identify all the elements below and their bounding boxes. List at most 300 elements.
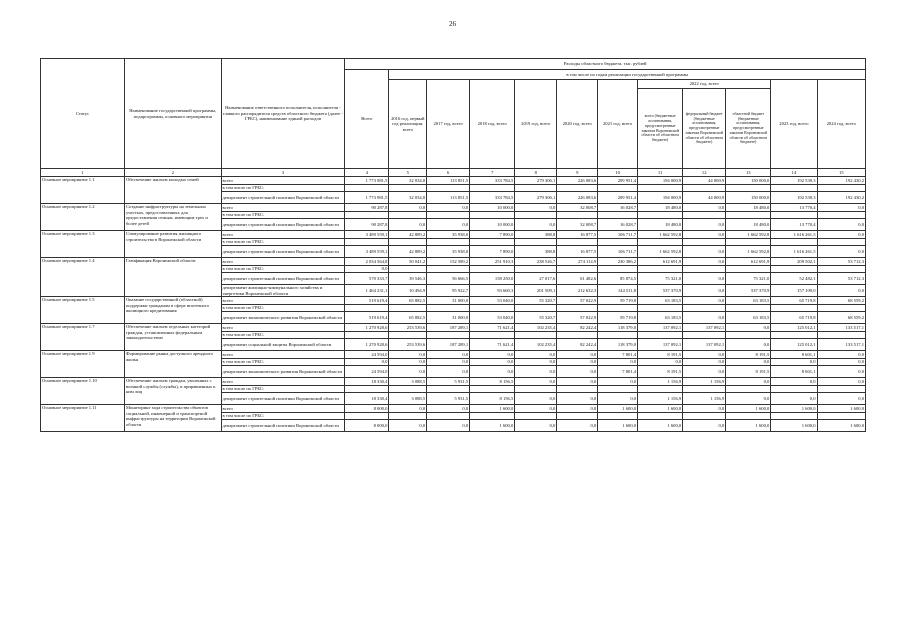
value-cell bbox=[598, 212, 638, 219]
value-cell: 63 183,5 bbox=[638, 312, 683, 324]
value-cell bbox=[771, 332, 817, 339]
value-cell: 0,0 bbox=[470, 366, 515, 378]
value-cell: 0,0 bbox=[683, 285, 726, 297]
value-cell: 1 662 592,8 bbox=[726, 231, 771, 239]
table-row bbox=[41, 204, 866, 212]
row-label-cell: всего bbox=[221, 378, 345, 386]
value-cell: 8 000,0 bbox=[345, 405, 389, 413]
value-cell: 0,0 bbox=[726, 339, 771, 351]
value-cell: 201 509,1 bbox=[515, 285, 557, 297]
header-2018: 2018 год, всего bbox=[470, 80, 515, 169]
row-label-cell: департамент строительной политики Воронежской области bbox=[221, 219, 345, 231]
value-cell: 612 691,9 bbox=[638, 258, 683, 266]
value-cell: 1 600,0 bbox=[726, 405, 771, 413]
page-number: 26 bbox=[449, 20, 456, 28]
value-cell: 75 321,0 bbox=[726, 273, 771, 285]
program-name-cell: Оказание государственной (областной) поддержки гражданам в сфере ипотечного жилищного кредитования bbox=[124, 297, 221, 324]
value-cell: 0,0 bbox=[771, 393, 817, 405]
program-name-cell: Мониторинг хода строительства объектов социальной, инженерной и транспортной инфраструктуры на территории Воронежской области bbox=[124, 405, 221, 432]
value-cell: 1 600,0 bbox=[771, 420, 817, 432]
value-cell bbox=[638, 305, 683, 312]
value-cell: 82 242,4 bbox=[557, 339, 598, 351]
value-cell: 10 000,0 bbox=[470, 204, 515, 212]
value-cell bbox=[427, 239, 470, 246]
column-index: 9 bbox=[557, 169, 598, 177]
value-cell: 8 191,5 bbox=[638, 366, 683, 378]
value-cell bbox=[389, 332, 427, 339]
value-cell bbox=[389, 305, 427, 312]
value-cell: 0,0 bbox=[683, 231, 726, 239]
value-cell bbox=[470, 239, 515, 246]
value-cell: 113 851,5 bbox=[427, 192, 470, 204]
row-label-cell: департамент экономического развития Воронежской области bbox=[221, 366, 345, 378]
value-cell: 53 040,0 bbox=[470, 312, 515, 324]
value-cell bbox=[557, 332, 598, 339]
value-cell: 5 931,5 bbox=[427, 393, 470, 405]
table-row bbox=[41, 378, 866, 386]
value-cell bbox=[726, 413, 771, 420]
value-cell bbox=[638, 413, 683, 420]
value-cell bbox=[817, 212, 866, 219]
value-cell: 133 517,1 bbox=[817, 339, 866, 351]
header-executor: Наименование ответственного исполнителя, исполнителя - главного распорядителя средств областного бюджета (далее - ГРБС), наименование единой расходов bbox=[221, 59, 345, 169]
value-cell bbox=[427, 266, 470, 273]
value-cell: 7 801,4 bbox=[598, 366, 638, 378]
value-cell: 24 594,0 bbox=[345, 351, 389, 359]
value-cell: 0,0 bbox=[557, 351, 598, 359]
value-cell bbox=[345, 185, 389, 192]
value-cell bbox=[726, 332, 771, 339]
column-index: 15 bbox=[817, 169, 866, 177]
row-label-cell: всего bbox=[221, 231, 345, 239]
program-name-cell: Обеспечение жильем граждан, уволенных с военной службы (службы), и приравненных к ним лиц bbox=[124, 378, 221, 405]
value-cell: 8 191,5 bbox=[726, 351, 771, 359]
value-cell: 71 621,4 bbox=[470, 339, 515, 351]
value-cell: 106 711,7 bbox=[598, 231, 638, 239]
value-cell bbox=[389, 266, 427, 273]
value-cell: 16 877,5 bbox=[557, 231, 598, 239]
value-cell: 0,0 bbox=[598, 378, 638, 386]
program-name-cell: Обеспечение жильем молодых семей bbox=[124, 177, 221, 204]
value-cell bbox=[771, 212, 817, 219]
value-cell: 0,0 bbox=[683, 405, 726, 413]
value-cell: 0,0 bbox=[557, 393, 598, 405]
column-index: 13 bbox=[726, 169, 771, 177]
value-cell: 1 270 928,6 bbox=[345, 339, 389, 351]
value-cell: 0,0 bbox=[817, 359, 866, 366]
value-cell: 1 270 928,6 bbox=[345, 324, 389, 332]
row-label-cell: департамент строительной политики Воронежской области bbox=[221, 246, 345, 258]
table-row bbox=[41, 405, 866, 413]
column-index: 7 bbox=[470, 169, 515, 177]
value-cell: 1 662 592,8 bbox=[726, 246, 771, 258]
row-label-cell: департамент социальной защиты Воронежской области bbox=[221, 339, 345, 351]
value-cell bbox=[470, 386, 515, 393]
value-cell bbox=[557, 212, 598, 219]
row-label-cell: в том числе по ГРБС: bbox=[221, 332, 345, 339]
value-cell: 0,0 bbox=[389, 366, 427, 378]
value-cell bbox=[557, 386, 598, 393]
value-cell: 0,0 bbox=[817, 219, 866, 231]
value-cell: 3 489 559,1 bbox=[345, 231, 389, 239]
value-cell: 10 494,9 bbox=[389, 285, 427, 297]
status-cell: Основное мероприятие 1.4 bbox=[41, 258, 125, 297]
table-row bbox=[41, 231, 866, 239]
value-cell bbox=[427, 386, 470, 393]
value-cell: 1 600,0 bbox=[638, 420, 683, 432]
value-cell bbox=[345, 239, 389, 246]
value-cell: 42 889,2 bbox=[389, 231, 427, 239]
value-cell bbox=[598, 185, 638, 192]
header-2020: 2020 год, всего bbox=[557, 80, 598, 169]
value-cell bbox=[515, 266, 557, 273]
header-2021: 2021 год, всего bbox=[598, 80, 638, 169]
value-cell: 0,0 bbox=[817, 378, 866, 386]
value-cell bbox=[345, 386, 389, 393]
value-cell bbox=[598, 332, 638, 339]
table-row bbox=[41, 297, 866, 305]
value-cell: 1 600,0 bbox=[598, 405, 638, 413]
value-cell bbox=[817, 185, 866, 192]
value-cell: 63 183,5 bbox=[726, 297, 771, 305]
value-cell: 1 662 592,8 bbox=[638, 246, 683, 258]
value-cell: 35 938,0 bbox=[427, 246, 470, 258]
value-cell bbox=[683, 185, 726, 192]
value-cell bbox=[389, 413, 427, 420]
value-cell: 1 773 981,5 bbox=[345, 192, 389, 204]
header-2022-federal: федеральный бюджет (бюджетные ассигнования, предусмотренные законом Воронежской области об областном бюджете) bbox=[683, 89, 726, 169]
value-cell: 102 235,4 bbox=[515, 324, 557, 332]
value-cell: 333 784,5 bbox=[470, 177, 515, 185]
program-name-cell: Стимулирование развития жилищного строительства в Воронежской области bbox=[124, 231, 221, 258]
value-cell: 152 589,2 bbox=[427, 258, 470, 266]
value-cell: 0,0 bbox=[515, 359, 557, 366]
value-cell: 56 666,5 bbox=[427, 273, 470, 285]
value-cell: 63 183,5 bbox=[638, 297, 683, 305]
value-cell: 0,0 bbox=[817, 393, 866, 405]
value-cell bbox=[470, 305, 515, 312]
value-cell: 0,0 bbox=[427, 204, 470, 212]
value-cell: 137 092,1 bbox=[683, 339, 726, 351]
value-cell: 0,0 bbox=[557, 359, 598, 366]
program-name-cell: Создание инфраструктуры на земельных участках, предоставленных для предоставления семьям, имеющим трех и более детей bbox=[124, 204, 221, 231]
value-cell: 0,0 bbox=[726, 324, 771, 332]
value-cell: 44 000,9 bbox=[683, 192, 726, 204]
value-cell: 1 600,0 bbox=[726, 420, 771, 432]
value-cell: 1 156,9 bbox=[683, 393, 726, 405]
value-cell: 59 719,8 bbox=[598, 297, 638, 305]
value-cell: 8 156,5 bbox=[470, 393, 515, 405]
value-cell: 1 156,9 bbox=[683, 378, 726, 386]
value-cell: 0,0 bbox=[817, 351, 866, 359]
program-name-cell: Газификация Воронежской области bbox=[124, 258, 221, 297]
value-cell bbox=[345, 413, 389, 420]
value-cell: 1 600,0 bbox=[771, 405, 817, 413]
value-cell: 8 191,5 bbox=[726, 366, 771, 378]
value-cell bbox=[515, 413, 557, 420]
value-cell: 0,0 bbox=[515, 351, 557, 359]
value-cell: 3 088,5 bbox=[389, 378, 427, 386]
row-label-cell: всего bbox=[221, 297, 345, 305]
value-cell: 0,0 bbox=[683, 246, 726, 258]
value-cell: 209 502,1 bbox=[771, 258, 817, 266]
value-cell: 53 712,3 bbox=[817, 258, 866, 266]
value-cell bbox=[598, 413, 638, 420]
value-cell: 71 621,4 bbox=[470, 324, 515, 332]
row-label-cell: в том числе по ГРБС: bbox=[221, 266, 345, 273]
header-status: Статус bbox=[41, 59, 125, 169]
value-cell bbox=[726, 212, 771, 219]
value-cell bbox=[470, 332, 515, 339]
value-cell bbox=[683, 266, 726, 273]
value-cell bbox=[470, 212, 515, 219]
value-cell: 106 711,7 bbox=[598, 246, 638, 258]
value-cell: 8 156,5 bbox=[470, 378, 515, 386]
value-cell: 157 109,0 bbox=[771, 285, 817, 297]
value-cell bbox=[515, 305, 557, 312]
value-cell: 7 890,0 bbox=[470, 246, 515, 258]
table-row bbox=[41, 351, 866, 359]
value-cell: 0,0 bbox=[557, 378, 598, 386]
value-cell bbox=[726, 386, 771, 393]
value-cell bbox=[638, 266, 683, 273]
value-cell: 0,0 bbox=[557, 420, 598, 432]
value-cell: 226 083,6 bbox=[557, 177, 598, 185]
row-label-cell: в том числе по ГРБС: bbox=[221, 239, 345, 246]
row-label-cell: всего bbox=[221, 351, 345, 359]
value-cell: 18 480,0 bbox=[726, 204, 771, 212]
value-cell bbox=[389, 239, 427, 246]
header-2022: 2022 год, всего bbox=[638, 80, 771, 89]
value-cell: 192 539,3 bbox=[771, 177, 817, 185]
value-cell: 93 660,3 bbox=[470, 285, 515, 297]
header-expenses-title: Расходы областного бюджета, тыс. рублей bbox=[345, 59, 866, 70]
value-cell: 0,0 bbox=[683, 204, 726, 212]
value-cell: 90 287,8 bbox=[345, 204, 389, 212]
value-cell: 16 877,5 bbox=[557, 246, 598, 258]
value-cell: 0,0 bbox=[515, 378, 557, 386]
value-cell: 125 012,1 bbox=[771, 324, 817, 332]
value-cell bbox=[817, 239, 866, 246]
value-cell: 113 851,5 bbox=[427, 177, 470, 185]
value-cell: 1 600,0 bbox=[470, 420, 515, 432]
value-cell bbox=[557, 266, 598, 273]
column-index: 8 bbox=[515, 169, 557, 177]
value-cell: 57 022,9 bbox=[557, 312, 598, 324]
value-cell: 18 330,4 bbox=[345, 378, 389, 386]
value-cell: 158 250,0 bbox=[470, 273, 515, 285]
value-cell: 0,0 bbox=[726, 378, 771, 386]
value-cell: 519 619,4 bbox=[345, 297, 389, 305]
value-cell: 0,0 bbox=[470, 359, 515, 366]
value-cell bbox=[683, 305, 726, 312]
header-2022-total: всего (бюджетные ассигнования, предусмотренные законом Воронежской области об областном бюджете) bbox=[638, 89, 683, 169]
value-cell: 3 088,5 bbox=[389, 393, 427, 405]
value-cell: 7 890,0 bbox=[470, 231, 515, 239]
value-cell: 63 183,5 bbox=[726, 312, 771, 324]
value-cell bbox=[726, 185, 771, 192]
value-cell: 0,0 bbox=[389, 204, 427, 212]
status-cell: Основное мероприятие 1.11 bbox=[41, 405, 125, 432]
value-cell: 68 559,2 bbox=[817, 312, 866, 324]
column-index: 2 bbox=[124, 169, 221, 177]
value-cell: 144 511,8 bbox=[598, 285, 638, 297]
value-cell: 0,0 bbox=[683, 273, 726, 285]
row-label-cell: в том числе по ГРБС: bbox=[221, 185, 345, 192]
value-cell bbox=[683, 386, 726, 393]
value-cell: 0,0 bbox=[638, 359, 683, 366]
value-cell: 150 000,0 bbox=[726, 192, 771, 204]
value-cell: 0,0 bbox=[683, 359, 726, 366]
value-cell: 44 000,9 bbox=[683, 177, 726, 185]
header-2023: 2023 год, всего bbox=[771, 80, 817, 169]
value-cell: 253 539,6 bbox=[389, 339, 427, 351]
value-cell bbox=[427, 413, 470, 420]
value-cell: 16 028,7 bbox=[598, 204, 638, 212]
value-cell: 1 600,0 bbox=[470, 405, 515, 413]
value-cell: 0,0 bbox=[817, 246, 866, 258]
header-total: Всего bbox=[345, 70, 389, 169]
value-cell: 133 517,1 bbox=[817, 324, 866, 332]
header-program: Наименование государственной программы, подпрограммы, основного мероприятия bbox=[124, 59, 221, 169]
value-cell: 8 000,0 bbox=[345, 420, 389, 432]
value-cell: 0,0 bbox=[389, 405, 427, 413]
value-cell bbox=[598, 239, 638, 246]
value-cell bbox=[638, 239, 683, 246]
table-row bbox=[41, 324, 866, 332]
value-cell: 0,0 bbox=[598, 393, 638, 405]
value-cell: 55 320,7 bbox=[515, 297, 557, 305]
value-cell: 1 600,0 bbox=[817, 405, 866, 413]
column-index: 5 bbox=[389, 169, 427, 177]
value-cell: 65 719,8 bbox=[771, 297, 817, 305]
value-cell: 65 882,5 bbox=[389, 297, 427, 305]
value-cell: 388,8 bbox=[515, 246, 557, 258]
value-cell: 0,0 bbox=[427, 359, 470, 366]
value-cell: 53 712,3 bbox=[817, 273, 866, 285]
value-cell: 85 874,5 bbox=[598, 273, 638, 285]
value-cell: 95 922,7 bbox=[427, 285, 470, 297]
value-cell: 1 600,0 bbox=[817, 420, 866, 432]
column-index: 6 bbox=[427, 169, 470, 177]
value-cell: 137 092,1 bbox=[638, 339, 683, 351]
value-cell bbox=[389, 386, 427, 393]
value-cell bbox=[817, 332, 866, 339]
value-cell: 0,0 bbox=[683, 258, 726, 266]
value-cell bbox=[638, 185, 683, 192]
row-label-cell: в том числе по ГРБС: bbox=[221, 212, 345, 219]
value-cell bbox=[817, 413, 866, 420]
value-cell: 187 289,1 bbox=[427, 339, 470, 351]
value-cell bbox=[638, 212, 683, 219]
value-cell bbox=[817, 305, 866, 312]
value-cell: 10 000,0 bbox=[470, 219, 515, 231]
value-cell: 1 616 261,5 bbox=[771, 231, 817, 239]
value-cell: 279 306,1 bbox=[515, 192, 557, 204]
value-cell bbox=[683, 212, 726, 219]
value-cell: 52 482,1 bbox=[771, 273, 817, 285]
column-index: 11 bbox=[638, 169, 683, 177]
value-cell: 31 000,0 bbox=[427, 312, 470, 324]
value-cell: 212 632,3 bbox=[557, 285, 598, 297]
value-cell: 0,0 bbox=[515, 405, 557, 413]
value-cell: 32 008,7 bbox=[557, 219, 598, 231]
program-name-cell: Обеспечение жильем отдельных категорий граждан, установленных федеральным законодательством bbox=[124, 324, 221, 351]
value-cell: 137 092,1 bbox=[638, 324, 683, 332]
value-cell bbox=[817, 266, 866, 273]
column-index: 10 bbox=[598, 169, 638, 177]
value-cell: 1 600,0 bbox=[638, 405, 683, 413]
value-cell: 192 539,3 bbox=[771, 192, 817, 204]
value-cell bbox=[427, 185, 470, 192]
value-cell bbox=[427, 332, 470, 339]
value-cell bbox=[557, 305, 598, 312]
value-cell bbox=[470, 266, 515, 273]
value-cell bbox=[557, 239, 598, 246]
row-label-cell: всего bbox=[221, 405, 345, 413]
value-cell: 0,0 bbox=[817, 285, 866, 297]
value-cell: 3 489 559,1 bbox=[345, 246, 389, 258]
header-2017: 2017 год, всего bbox=[427, 80, 470, 169]
budget-table bbox=[40, 58, 866, 432]
row-label-cell: всего bbox=[221, 324, 345, 332]
value-cell: 209 951,4 bbox=[598, 177, 638, 185]
value-cell: 0,0 bbox=[515, 204, 557, 212]
value-cell: 0,0 bbox=[557, 405, 598, 413]
value-cell bbox=[817, 386, 866, 393]
value-cell: 0,0 bbox=[427, 420, 470, 432]
value-cell: 0,0 bbox=[389, 351, 427, 359]
value-cell: 187 289,1 bbox=[427, 324, 470, 332]
value-cell: 0,0 bbox=[427, 405, 470, 413]
value-cell: 1 156,9 bbox=[638, 378, 683, 386]
value-cell: 0,0 bbox=[515, 420, 557, 432]
value-cell: 118 379,0 bbox=[598, 324, 638, 332]
value-cell: 50 041,2 bbox=[389, 258, 427, 266]
value-cell: 0,0 bbox=[427, 351, 470, 359]
value-cell: 0,0 bbox=[817, 366, 866, 378]
value-cell: 251 910,3 bbox=[470, 258, 515, 266]
value-cell bbox=[771, 185, 817, 192]
value-cell: 32 034,0 bbox=[389, 177, 427, 185]
value-cell: 57 022,9 bbox=[557, 297, 598, 305]
value-cell: 31 000,0 bbox=[427, 297, 470, 305]
value-cell: 75 321,0 bbox=[638, 273, 683, 285]
row-label-cell: департамент строительной политики Воронежской области bbox=[221, 192, 345, 204]
value-cell: 0,0 bbox=[557, 366, 598, 378]
value-cell: 150 000,0 bbox=[726, 177, 771, 185]
value-cell: 0,0 bbox=[345, 266, 389, 273]
value-cell bbox=[470, 185, 515, 192]
value-cell: 0,0 bbox=[389, 420, 427, 432]
value-cell: 0,0 bbox=[771, 359, 817, 366]
value-cell: 27 017,6 bbox=[515, 273, 557, 285]
program-name-cell: Формирование рынка доступного арендного жилья bbox=[124, 351, 221, 378]
value-cell bbox=[557, 185, 598, 192]
value-cell: 53 040,0 bbox=[470, 297, 515, 305]
row-label-cell: всего bbox=[221, 204, 345, 212]
row-label-cell: департамент жилищно-коммунального хозяйства и энергетики Воронежской области bbox=[221, 285, 345, 297]
column-index: 14 bbox=[771, 169, 817, 177]
value-cell bbox=[389, 185, 427, 192]
value-cell: 18 330,4 bbox=[345, 393, 389, 405]
value-cell: 1 464 231,1 bbox=[345, 285, 389, 297]
value-cell bbox=[771, 305, 817, 312]
value-cell: 2 034 564,8 bbox=[345, 258, 389, 266]
value-cell: 61 482,6 bbox=[557, 273, 598, 285]
value-cell: 0,0 bbox=[683, 312, 726, 324]
value-cell: 65 719,8 bbox=[771, 312, 817, 324]
